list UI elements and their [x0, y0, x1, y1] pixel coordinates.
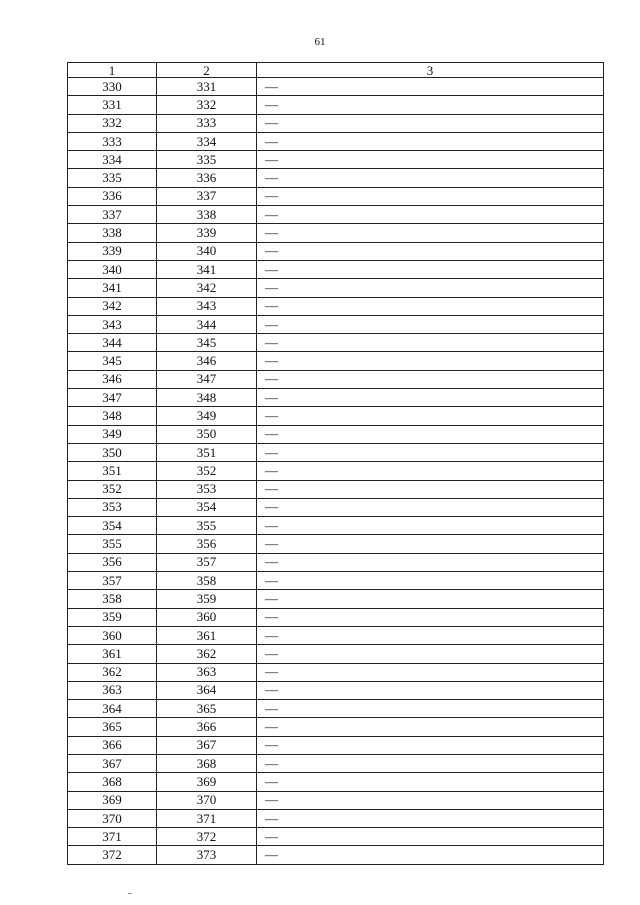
cell-col-1: 360 — [68, 626, 157, 644]
cell-col-3: — — [257, 151, 604, 169]
cell-col-3: — — [257, 297, 604, 315]
cell-col-2: 370 — [157, 791, 257, 809]
cell-col-3: — — [257, 279, 604, 297]
cell-col-2: 361 — [157, 626, 257, 644]
cell-col-3: — — [257, 78, 604, 96]
cell-col-3: — — [257, 590, 604, 608]
cell-col-3: — — [257, 315, 604, 333]
cell-col-1: 359 — [68, 608, 157, 626]
table-row — [68, 553, 604, 571]
cell-col-1: 370 — [68, 809, 157, 827]
cell-col-2: 338 — [157, 206, 257, 224]
cell-col-1: 348 — [68, 407, 157, 425]
cell-col-1: 349 — [68, 425, 157, 443]
table-row — [68, 773, 604, 791]
table-row — [68, 809, 604, 827]
cell-col-2: 357 — [157, 553, 257, 571]
cell-col-3: — — [257, 736, 604, 754]
cell-col-2: 353 — [157, 480, 257, 498]
cell-col-1: 353 — [68, 498, 157, 516]
cell-col-1: 345 — [68, 352, 157, 370]
table-row — [68, 315, 604, 333]
cell-col-1: 351 — [68, 462, 157, 480]
table-row — [68, 645, 604, 663]
cell-col-1: 356 — [68, 553, 157, 571]
cell-col-2: 345 — [157, 334, 257, 352]
table-row — [68, 480, 604, 498]
table-row — [68, 846, 604, 864]
table-row — [68, 114, 604, 132]
table-row — [68, 96, 604, 114]
table-row — [68, 572, 604, 590]
page-number: 61 — [314, 36, 326, 48]
cell-col-3: — — [257, 700, 604, 718]
cell-col-3: — — [257, 791, 604, 809]
cell-col-3: — — [257, 626, 604, 644]
table-row — [68, 352, 604, 370]
table-row — [68, 425, 604, 443]
table-row — [68, 590, 604, 608]
cell-col-1: 341 — [68, 279, 157, 297]
cell-col-1: 340 — [68, 260, 157, 278]
cell-col-2: 352 — [157, 462, 257, 480]
column-header-2: 2 — [157, 63, 257, 78]
cell-col-1: 357 — [68, 572, 157, 590]
table-header — [68, 63, 604, 78]
table-row — [68, 370, 604, 388]
cell-col-2: 346 — [157, 352, 257, 370]
table-row — [68, 700, 604, 718]
cell-col-3: — — [257, 572, 604, 590]
table-row — [68, 279, 604, 297]
cell-col-3: — — [257, 846, 604, 864]
cell-col-3: — — [257, 389, 604, 407]
cell-col-1: 368 — [68, 773, 157, 791]
cell-col-1: 362 — [68, 663, 157, 681]
cell-col-2: 358 — [157, 572, 257, 590]
cell-col-2: 351 — [157, 443, 257, 461]
cell-col-2: 356 — [157, 535, 257, 553]
cell-col-3: — — [257, 828, 604, 846]
cell-col-2: 369 — [157, 773, 257, 791]
cell-col-2: 347 — [157, 370, 257, 388]
cell-col-2: 363 — [157, 663, 257, 681]
cell-col-3: — — [257, 187, 604, 205]
table-row — [68, 242, 604, 260]
cell-col-2: 364 — [157, 681, 257, 699]
table-row — [68, 663, 604, 681]
table-row — [68, 187, 604, 205]
table-row — [68, 517, 604, 535]
cell-col-1: 334 — [68, 151, 157, 169]
table-row — [68, 608, 604, 626]
cell-col-3: — — [257, 681, 604, 699]
cell-col-1: 352 — [68, 480, 157, 498]
cell-col-1: 337 — [68, 206, 157, 224]
cell-col-2: 333 — [157, 114, 257, 132]
table-row — [68, 626, 604, 644]
cell-col-2: 335 — [157, 151, 257, 169]
cell-col-3: — — [257, 718, 604, 736]
cell-col-1: 366 — [68, 736, 157, 754]
header-row — [68, 63, 604, 78]
cell-col-1: 354 — [68, 517, 157, 535]
cell-col-1: 355 — [68, 535, 157, 553]
table-row — [68, 169, 604, 187]
data-table — [67, 62, 604, 865]
cell-col-2: 366 — [157, 718, 257, 736]
cell-col-3: — — [257, 608, 604, 626]
cell-col-1: 330 — [68, 78, 157, 96]
cell-col-2: 343 — [157, 297, 257, 315]
cell-col-1: 361 — [68, 645, 157, 663]
cell-col-2: 355 — [157, 517, 257, 535]
cell-col-3: — — [257, 443, 604, 461]
cell-col-2: 337 — [157, 187, 257, 205]
cell-col-1: 371 — [68, 828, 157, 846]
cell-col-1: 365 — [68, 718, 157, 736]
cell-col-3: — — [257, 96, 604, 114]
table-row — [68, 334, 604, 352]
cell-col-2: 362 — [157, 645, 257, 663]
table-row — [68, 498, 604, 516]
cell-col-3: — — [257, 260, 604, 278]
cell-col-1: 336 — [68, 187, 157, 205]
cell-col-2: 339 — [157, 224, 257, 242]
cell-col-2: 368 — [157, 754, 257, 772]
cell-col-3: — — [257, 169, 604, 187]
cell-col-3: — — [257, 773, 604, 791]
cell-col-3: — — [257, 517, 604, 535]
cell-col-1: 339 — [68, 242, 157, 260]
scan-mark — [128, 893, 132, 894]
cell-col-2: 367 — [157, 736, 257, 754]
cell-col-1: 346 — [68, 370, 157, 388]
cell-col-2: 359 — [157, 590, 257, 608]
cell-col-2: 372 — [157, 828, 257, 846]
table-row — [68, 132, 604, 150]
cell-col-2: 354 — [157, 498, 257, 516]
cell-col-3: — — [257, 206, 604, 224]
cell-col-2: 365 — [157, 700, 257, 718]
cell-col-1: 342 — [68, 297, 157, 315]
cell-col-3: — — [257, 242, 604, 260]
cell-col-1: 344 — [68, 334, 157, 352]
cell-col-1: 372 — [68, 846, 157, 864]
table-row — [68, 754, 604, 772]
cell-col-1: 331 — [68, 96, 157, 114]
cell-col-1: 347 — [68, 389, 157, 407]
table-row — [68, 791, 604, 809]
cell-col-3: — — [257, 334, 604, 352]
column-header-3: 3 — [257, 63, 604, 78]
cell-col-3: — — [257, 498, 604, 516]
table-row — [68, 297, 604, 315]
cell-col-1: 338 — [68, 224, 157, 242]
cell-col-3: — — [257, 114, 604, 132]
cell-col-2: 348 — [157, 389, 257, 407]
cell-col-1: 350 — [68, 443, 157, 461]
cell-col-2: 371 — [157, 809, 257, 827]
cell-col-2: 331 — [157, 78, 257, 96]
cell-col-1: 364 — [68, 700, 157, 718]
cell-col-1: 358 — [68, 590, 157, 608]
table-row — [68, 718, 604, 736]
cell-col-2: 342 — [157, 279, 257, 297]
cell-col-1: 367 — [68, 754, 157, 772]
cell-col-2: 334 — [157, 132, 257, 150]
cell-col-3: — — [257, 407, 604, 425]
table-row — [68, 389, 604, 407]
cell-col-2: 349 — [157, 407, 257, 425]
cell-col-2: 360 — [157, 608, 257, 626]
table-row — [68, 443, 604, 461]
cell-col-3: — — [257, 809, 604, 827]
cell-col-3: — — [257, 754, 604, 772]
cell-col-3: — — [257, 535, 604, 553]
table-row — [68, 407, 604, 425]
cell-col-2: 332 — [157, 96, 257, 114]
table-row — [68, 462, 604, 480]
cell-col-2: 341 — [157, 260, 257, 278]
table-row — [68, 224, 604, 242]
cell-col-3: — — [257, 480, 604, 498]
cell-col-3: — — [257, 663, 604, 681]
table-row — [68, 736, 604, 754]
table-row — [68, 535, 604, 553]
cell-col-1: 343 — [68, 315, 157, 333]
cell-col-1: 333 — [68, 132, 157, 150]
cell-col-2: 350 — [157, 425, 257, 443]
table-row — [68, 206, 604, 224]
table-row — [68, 681, 604, 699]
cell-col-2: 340 — [157, 242, 257, 260]
cell-col-1: 369 — [68, 791, 157, 809]
table-body — [68, 78, 604, 865]
cell-col-3: — — [257, 462, 604, 480]
column-header-1: 1 — [68, 63, 157, 78]
cell-col-2: 373 — [157, 846, 257, 864]
cell-col-1: 363 — [68, 681, 157, 699]
table-row — [68, 828, 604, 846]
cell-col-3: — — [257, 645, 604, 663]
cell-col-3: — — [257, 352, 604, 370]
cell-col-2: 336 — [157, 169, 257, 187]
table-row — [68, 260, 604, 278]
table-row — [68, 78, 604, 96]
cell-col-3: — — [257, 425, 604, 443]
cell-col-3: — — [257, 370, 604, 388]
cell-col-3: — — [257, 553, 604, 571]
cell-col-2: 344 — [157, 315, 257, 333]
cell-col-1: 332 — [68, 114, 157, 132]
table-row — [68, 151, 604, 169]
cell-col-3: — — [257, 132, 604, 150]
cell-col-1: 335 — [68, 169, 157, 187]
cell-col-3: — — [257, 224, 604, 242]
